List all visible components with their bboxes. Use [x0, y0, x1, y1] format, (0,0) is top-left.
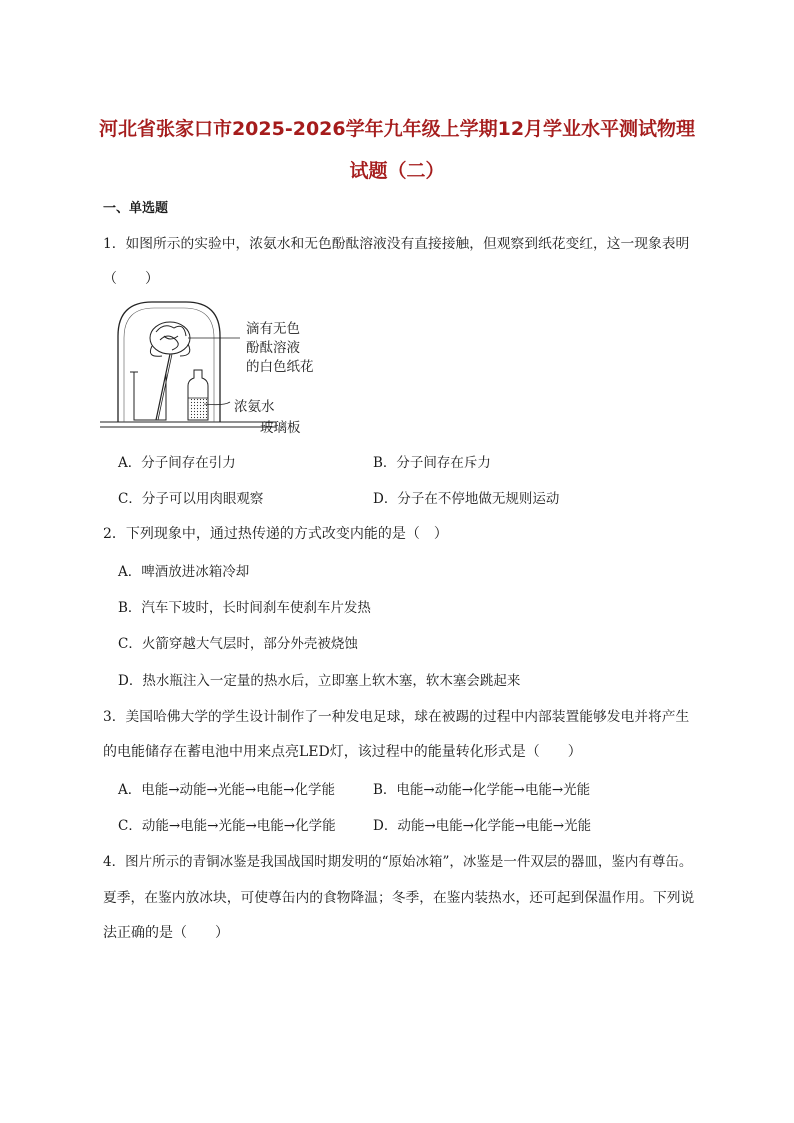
q4-stem-line3: 法正确的是（ ） [103, 925, 229, 941]
q2-stem: 2．下列现象中，通过热传递的方式改变内能的是（ ） [103, 526, 448, 542]
figure-label-1: 滴有无色 [246, 321, 300, 337]
document-title-line1: 河北省张家口市2025-2026学年九年级上学期12月学业水平测试物理 [98, 118, 696, 140]
q1-experiment-figure [100, 296, 340, 436]
figure-label-ammonia: 浓氨水 [234, 399, 275, 415]
q3-option-b: B．电能→动能→化学能→电能→光能 [373, 782, 591, 798]
figure-label-glass-plate: 玻璃板 [260, 420, 301, 436]
q2-option-a: A．啤酒放进冰箱冷却 [118, 564, 250, 580]
q2-option-c: C．火箭穿越大气层时，部分外壳被烧蚀 [118, 636, 358, 652]
section-heading: 一、单选题 [103, 201, 169, 216]
q3-option-a: A．电能→动能→光能→电能→化学能 [118, 782, 335, 798]
q2-option-b: B．汽车下坡时，长时间刹车使刹车片发热 [118, 600, 371, 616]
q2-option-d: D．热水瓶注入一定量的热水后，立即塞上软木塞，软木塞会跳起来 [118, 673, 521, 689]
q1-option-c: C．分子可以用肉眼观察 [118, 491, 264, 507]
q3-stem-line1: 3．美国哈佛大学的学生设计制作了一种发电足球，球在被踢的过程中内部装置能够发电并将产生 [103, 709, 690, 725]
document-title-line2: 试题（二） [349, 160, 445, 182]
q3-stem-line2: 的电能储存在蓄电池中用来点亮LED灯，该过程中的能量转化形式是（ ） [103, 744, 582, 760]
q3-option-d: D．动能→电能→化学能→电能→光能 [373, 818, 592, 834]
q1-option-a: A．分子间存在引力 [118, 455, 236, 471]
q1-stem-line1: 1．如图所示的实验中，浓氨水和无色酚酞溶液没有直接接触，但观察到纸花变红，这一现象表明 [103, 236, 690, 252]
q1-option-b: B．分子间存在斥力 [373, 455, 491, 471]
q1-stem-line2: （ ） [103, 271, 159, 287]
q1-option-d: D．分子在不停地做无规则运动 [373, 491, 560, 507]
q3-option-c: C．动能→电能→光能→电能→化学能 [118, 818, 336, 834]
q4-stem-line2: 夏季，在鉴内放冰块，可使尊缶内的食物降温；冬季，在鉴内装热水，还可起到保温作用。下列说 [103, 890, 695, 906]
figure-label-2: 酚酞溶液 [246, 340, 300, 356]
figure-label-3: 的白色纸花 [246, 359, 314, 375]
q4-stem-line1: 4．图片所示的青铜冰鉴是我国战国时期发明的“原始冰箱”，冰鉴是一件双层的器皿，鉴内有尊缶。 [103, 854, 693, 870]
